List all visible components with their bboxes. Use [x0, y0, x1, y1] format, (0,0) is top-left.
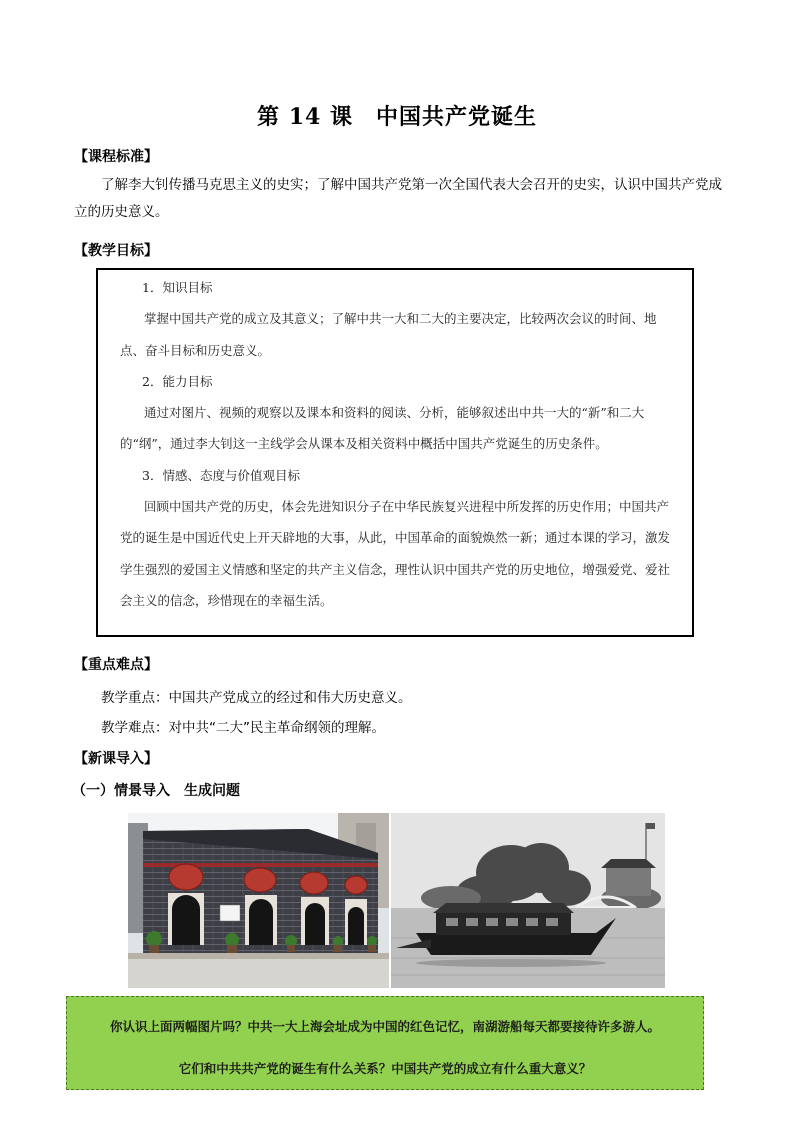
goal-emotion-text: 回顾中国共产党的历史，体会先进知识分子在中华民族复兴进程中所发挥的历史作用；中国共产党的诞生是中国近代史上开天辟地的大事，从此，中国革命的面貌焕然一新；通过本课的学习，激发学生强烈的爱国主义情感和坚定的共产主义信念，理性认识中国共产党的历史地位，增强爱党、爱社会主义的信念，珍惜现在的幸福生活。: [120, 499, 671, 608]
goal-ability-title: 2．能力目标: [142, 373, 213, 389]
shanghai-site-photo: [128, 813, 389, 988]
difficult-point-text: 教学难点：对中共“二大”民主革命纲领的理解。: [101, 720, 385, 736]
lesson-title: 第 14 课 中国共产党诞生: [257, 104, 537, 130]
question-line-2: 它们和中共共产党的诞生有什么关系？中国共产党的成立有什么重大意义？: [178, 1061, 592, 1076]
teaching-goals-box: [96, 268, 694, 637]
goal-knowledge-title: 1．知识目标: [142, 280, 213, 295]
heading-curriculum-standard: 【课程标准】: [74, 149, 158, 165]
question-line-1: 你认识上面两幅图片吗？中共一大上海会址成为中国的红色记忆，南湖游船每天都要接待许多游人。: [109, 1019, 660, 1034]
heading-new-lesson-intro: 【新课导入】: [74, 751, 158, 767]
curriculum-standard-text: 了解李大钊传播马克思主义的史实；了解中国共产党第一次全国代表大会召开的史实，认识中国共产党成立的历史意义。: [74, 177, 722, 220]
intro-subheading: （一）情景导入 生成问题: [72, 783, 240, 799]
goal-knowledge-text: 掌握中国共产党的成立及其意义；了解中共一大和二大的主要决定，比较两次会议的时间、地点、奋斗目标和历史意义。: [120, 311, 657, 358]
key-point-text: 教学重点：中国共产党成立的经过和伟大历史意义。: [101, 690, 412, 706]
nanhu-boat-photo: [391, 813, 665, 988]
question-box: [66, 996, 704, 1090]
goal-emotion-title: 3．情感、态度与价值观目标: [142, 467, 300, 483]
heading-key-difficult: 【重点难点】: [74, 657, 158, 673]
goal-ability-text: 通过对图片、视频的观察以及课本和资料的阅读、分析，能够叙述出中共一大的“新”和二大的“纲”，通过李大钊这一主线学会从课本及相关资料中概括中国共产党诞生的历史条件。: [120, 405, 645, 452]
heading-teaching-goals: 【教学目标】: [74, 243, 158, 259]
